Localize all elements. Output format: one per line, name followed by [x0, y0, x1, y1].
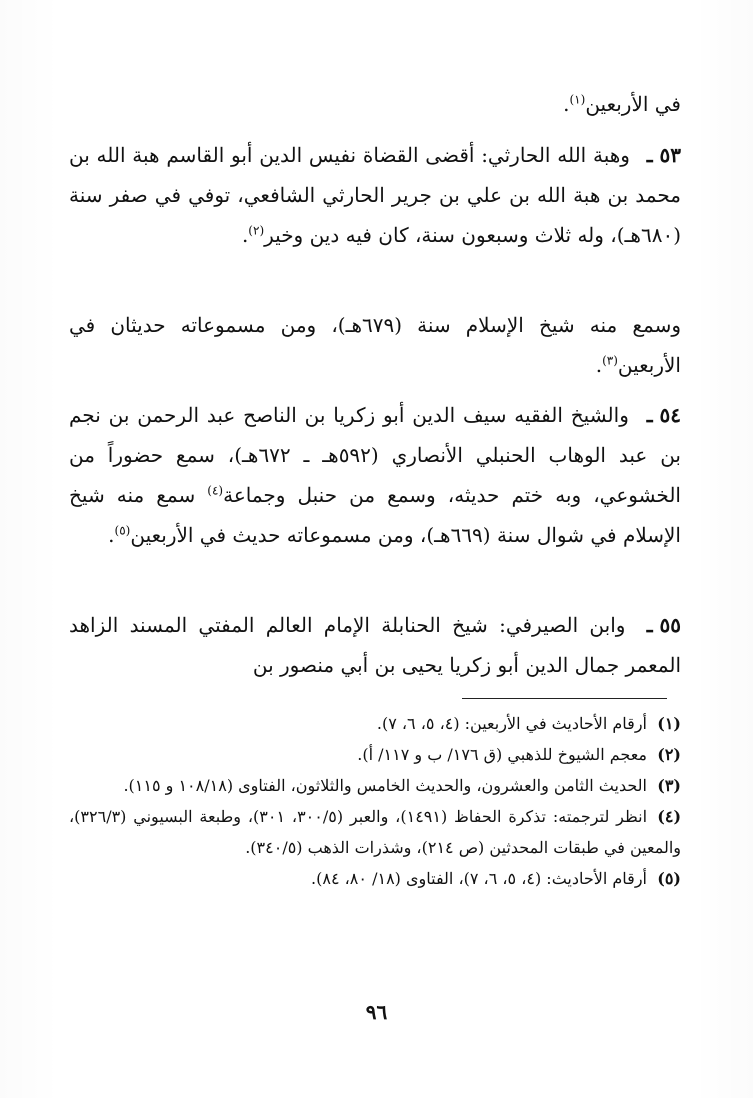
footnote-text: أرقام الأحاديث: (٤، ٥، ٦، ٧)، الفتاوى (١٨/ ٨٠، ٨٤).: [311, 869, 647, 888]
footnote-1: [69, 708, 681, 739]
footnote-2: [69, 739, 681, 770]
footnote-ref: (٢): [248, 223, 265, 238]
paragraph-continuation: [69, 84, 681, 124]
page-number: ٩٦: [365, 1000, 388, 1024]
footnote-number: (١): [657, 714, 681, 733]
footnote-3: [69, 770, 681, 801]
entry-end: .: [108, 523, 115, 547]
footnote-text: الحديث الثامن والعشرون، والحديث الخامس والثلاثون، الفتاوى (١٠٨/١٨ و ١١٥).: [123, 776, 647, 795]
entry-text-continued: سمع منه شيخ الإسلام في شوال سنة (٦٦٩هـ)، ومن مسموعاته حديث في الأربعين: [69, 483, 681, 547]
footnote-number: (٥): [657, 869, 681, 888]
footnote-number: (٢): [657, 745, 681, 764]
footnote-divider: [462, 698, 667, 699]
footnote-5: [69, 863, 681, 894]
footnote-text: معجم الشيوخ للذهبي (ق ١٧٦/ ب و ١١٧/ أ).: [357, 745, 647, 764]
footnote-text: انظر لترجمته: تذكرة الحفاظ (١٤٩١)، والعبر (٣٠٠/٥، ٣٠١)، وطبعة البسيوني (٣٢٦/٣)، والمعين في طبقات المحدثين (ص ٢١٤)، وشذرات الذهب (٣٤٠/٥).: [69, 807, 681, 857]
footnote-number: (٣): [657, 776, 681, 795]
footnotes: [69, 708, 681, 894]
paragraph-text: وسمع منه شيخ الإسلام سنة (٦٧٩هـ)، ومن مسموعاته حديثان في الأربعين: [69, 313, 681, 377]
entry-number: ٥٥ ـ: [646, 613, 682, 637]
entry-53-note: [69, 305, 681, 385]
entry-54: [69, 395, 681, 555]
footnote-ref: (٣): [602, 353, 618, 368]
footnote-ref: (١): [569, 92, 586, 107]
paragraph-end: .: [595, 353, 603, 377]
paragraph-end: .: [563, 92, 570, 116]
entry-53: [69, 135, 681, 255]
paragraph-text: في الأربعين: [585, 92, 681, 116]
entry-55: [69, 605, 681, 685]
footnote-text: أرقام الأحاديث في الأربعين: (٤، ٥، ٦، ٧).: [376, 714, 647, 733]
footnote-ref: (٥): [114, 523, 131, 538]
entry-text: وهبة الله الحارثي: أقضى القضاة نفيس الدين أبو القاسم هبة الله بن محمد بن هبة الله بن علي بن جرير الحارثي الشافعي، توفي في صفر سنة (٦٨٠هـ)، وله ثلاث وسبعون سنة، كان فيه دين وخير: [69, 143, 681, 247]
entry-end: .: [241, 223, 249, 247]
entry-text: وابن الصيرفي: شيخ الحنابلة الإمام العالم المفتي المسند الزاهد المعمر جمال الدين أبو زكريا يحيى بن أبي منصور بن: [69, 613, 681, 677]
entry-text: والشيخ الفقيه سيف الدين أبو زكريا بن الناصح عبد الرحمن بن نجم بن عبد الوهاب الحنبلي الأنصاري (٥٩٢هـ ـ ٦٧٢هـ)، سمع حضوراً من الخشوعي، وبه ختم حديثه، وسمع من حنبل وجماعة: [69, 403, 681, 507]
entry-number: ٥٣ ـ: [646, 143, 681, 167]
footnote-number: (٤): [657, 807, 682, 826]
footnote-ref: (٤): [207, 483, 224, 498]
entry-number: ٥٤ ـ: [646, 403, 682, 427]
footnote-4: [69, 801, 681, 863]
